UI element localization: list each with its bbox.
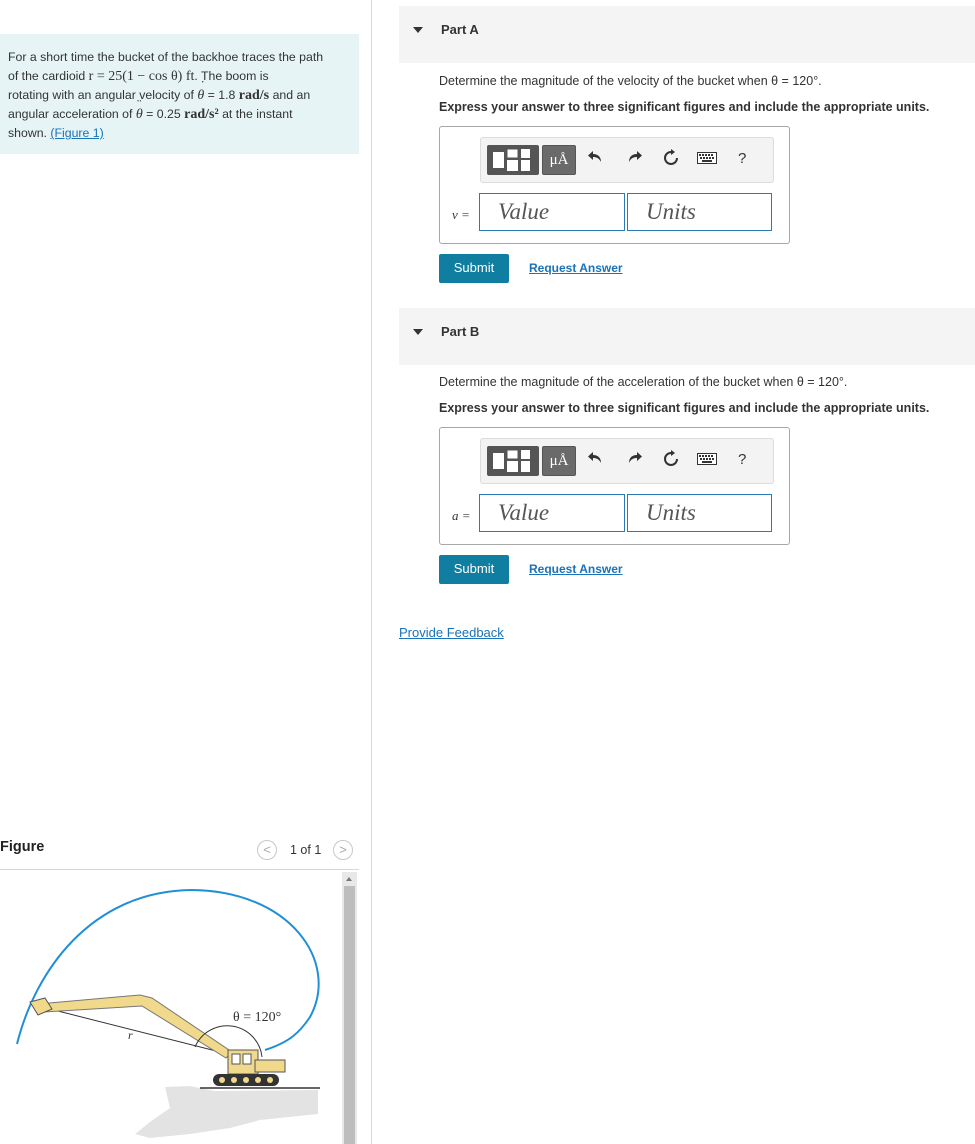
- velocity-variable-label: v =: [452, 207, 470, 222]
- pane-divider[interactable]: [371, 0, 372, 1144]
- boom-arm: [38, 995, 232, 1058]
- units-icon[interactable]: μÅ: [542, 446, 576, 476]
- problem-line-5-pre: shown.: [8, 126, 47, 140]
- cardioid-path: [17, 890, 319, 1050]
- collapse-triangle-icon[interactable]: [413, 27, 423, 33]
- scroll-up-arrow-icon[interactable]: [346, 877, 352, 881]
- help-icon[interactable]: ?: [738, 150, 747, 167]
- theta-dot-symbol: ˙ θ: [197, 86, 204, 105]
- figure-pager-count: 1 of 1: [290, 843, 322, 857]
- part-b-header[interactable]: [399, 308, 975, 365]
- theta-ddot-symbol: ¨ θ: [136, 105, 143, 124]
- part-b-request-answer-link[interactable]: Request Answer: [529, 562, 623, 576]
- part-a-question: Determine the magnitude of the velocity of the bucket when θ = 120°.: [439, 74, 822, 88]
- fraction-template-icon[interactable]: [487, 446, 539, 476]
- figure-scrollbar-thumb[interactable]: [344, 886, 355, 1144]
- part-b-instruction: Express your answer to three significant figures and include the appropriate units.: [439, 401, 930, 415]
- angular-velocity-unit: rad/s: [238, 88, 270, 103]
- excavator-body: [255, 1060, 285, 1072]
- help-icon[interactable]: ?: [738, 451, 747, 468]
- part-b-question: Determine the magnitude of the acceleration of the bucket when θ = 120°.: [439, 375, 848, 389]
- figure-link[interactable]: (Figure 1): [50, 126, 104, 140]
- redo-icon[interactable]: [626, 149, 642, 170]
- cardioid-equation: r = 25(1 − cos θ) ft: [88, 69, 195, 84]
- undo-icon[interactable]: [588, 450, 604, 471]
- ground-rock: [135, 1086, 318, 1138]
- problem-line-4-pre: angular acceleration of: [8, 107, 133, 121]
- part-a-header[interactable]: [399, 6, 975, 63]
- acceleration-variable-label: a =: [452, 508, 471, 523]
- part-a-submit-button[interactable]: Submit: [439, 254, 509, 283]
- previous-figure-button[interactable]: <: [257, 840, 277, 860]
- problem-line-2-post: . The boom is: [194, 69, 269, 83]
- collapse-triangle-icon[interactable]: [413, 329, 423, 335]
- next-figure-button[interactable]: >: [333, 840, 353, 860]
- figure-heading: Figure: [0, 839, 45, 855]
- angular-acceleration-unit: rad/s²: [184, 107, 219, 122]
- part-a-answer-box: [439, 126, 790, 244]
- part-b-answer-box: [439, 427, 790, 545]
- problem-statement: [0, 34, 359, 154]
- keyboard-icon[interactable]: [697, 149, 717, 169]
- units-icon[interactable]: μÅ: [542, 145, 576, 175]
- part-b-submit-button[interactable]: Submit: [439, 555, 509, 584]
- problem-line-3-pre: rotating with an angular velocity of: [8, 88, 194, 102]
- reset-icon[interactable]: [662, 149, 680, 172]
- velocity-units-input[interactable]: Units: [627, 193, 772, 231]
- figure-divider: [0, 869, 359, 870]
- keyboard-icon[interactable]: [697, 450, 717, 470]
- radius-label: r: [128, 1028, 133, 1042]
- acceleration-units-input[interactable]: Units: [627, 494, 772, 532]
- provide-feedback-link[interactable]: Provide Feedback: [399, 625, 504, 640]
- reset-icon[interactable]: [662, 450, 680, 473]
- velocity-value-input[interactable]: Value: [479, 193, 625, 231]
- part-a-instruction: Express your answer to three significant figures and include the appropriate units.: [439, 100, 930, 114]
- part-a-title: Part A: [441, 22, 479, 37]
- angular-acceleration-value: = 0.25: [146, 107, 181, 121]
- angular-velocity-value: = 1.8: [207, 88, 236, 102]
- problem-line-1: For a short time the bucket of the backhoe traces the path: [8, 50, 324, 64]
- backhoe-figure: [0, 872, 340, 1144]
- problem-line-3-post: and an: [272, 88, 311, 102]
- acceleration-value-input[interactable]: Value: [479, 494, 625, 532]
- part-b-title: Part B: [441, 324, 480, 339]
- problem-line-4-post: at the instant: [222, 107, 293, 121]
- problem-line-2-pre: of the cardioid: [8, 69, 86, 83]
- part-a-request-answer-link[interactable]: Request Answer: [529, 261, 623, 275]
- undo-icon[interactable]: [588, 149, 604, 170]
- math-toolbar: [480, 137, 774, 183]
- math-toolbar: [480, 438, 774, 484]
- fraction-template-icon[interactable]: [487, 145, 539, 175]
- redo-icon[interactable]: [626, 450, 642, 471]
- angle-label: θ = 120°: [233, 1010, 282, 1025]
